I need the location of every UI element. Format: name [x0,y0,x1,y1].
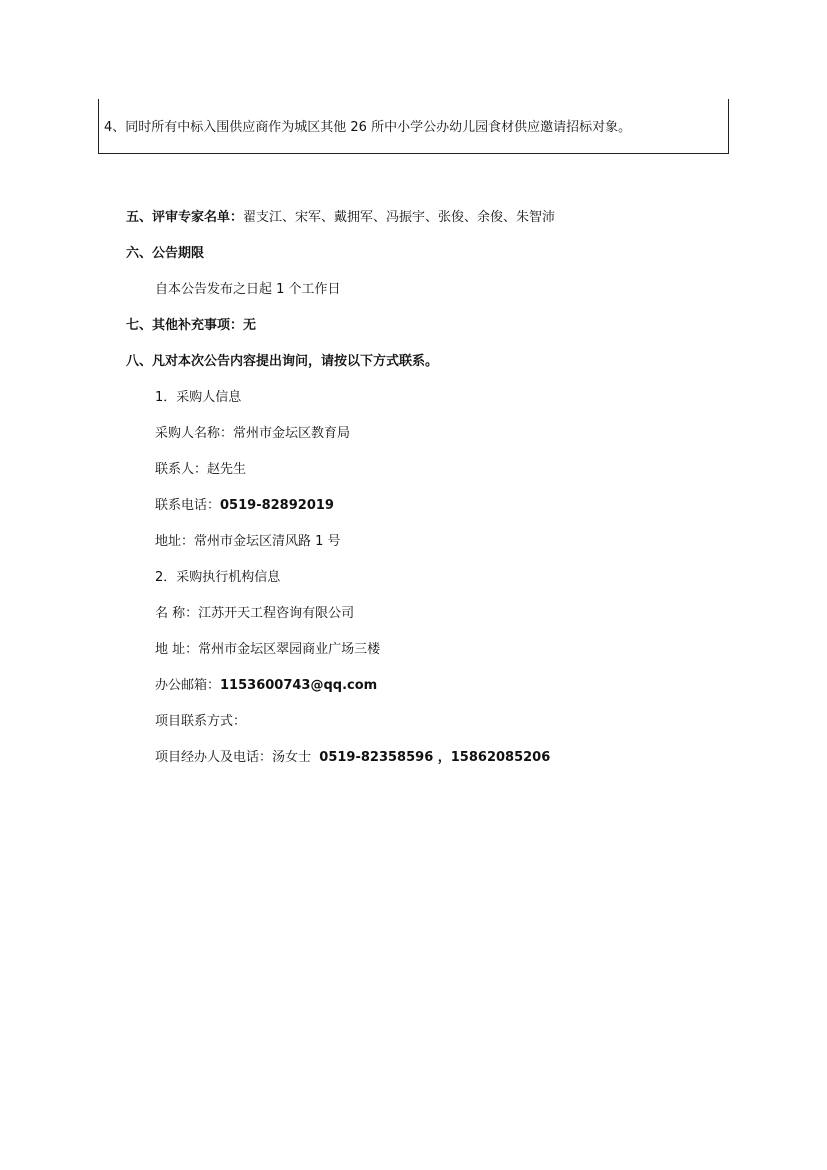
project-contact-label: 项目联系方式： [155,714,247,729]
agency-name-label: 名 称： [155,606,199,621]
email-address[interactable]: 1153600743@qq.com [220,678,378,693]
phone-number: 0519-82892019 [220,498,334,513]
contact-label: 联系人： [155,462,208,477]
purchaser-info-title: 1．采购人信息 [155,390,242,405]
contact-name: 赵先生 [207,462,247,477]
purchaser-name: 常州市金坛区教育局 [233,426,351,441]
section-7-heading: 七、其他补充事项：无 [126,318,257,333]
manager-line [155,746,550,765]
section-6-heading: 六、公告期限 [126,246,205,261]
agency-address: 常州市金坛区翠园商业广场三楼 [198,642,381,657]
section-5 [126,206,555,225]
expert-list: 翟支江、宋军、戴拥军、冯振宇、张俊、余俊、朱智沛 [243,210,556,225]
table-row-text: 4、同时所有中标入围供应商作为城区其他 26 所中小学公办幼儿园食材供应邀请招标对象。 [104,120,632,135]
purchaser-name-line [155,422,350,441]
address-label: 地址： [155,534,195,549]
manager-phones: 0519-82358596 ，15862085206 [319,750,551,765]
contact-line [155,458,246,477]
email-line [155,674,377,693]
phone-label: 联系电话： [155,498,221,513]
phone-line [155,494,334,513]
agency-name: 江苏开天工程咨询有限公司 [198,606,355,621]
agency-name-line [155,602,354,621]
section-8-heading: 八、凡对本次公告内容提出询问，请按以下方式联系。 [126,354,439,369]
address-line [155,530,341,549]
announcement-period: 自本公告发布之日起 1 个工作日 [155,282,341,297]
agency-address-label: 地 址： [155,642,199,657]
manager-label: 项目经办人及电话： [155,750,273,765]
address: 常州市金坛区清风路 1 号 [194,534,341,549]
purchaser-name-label: 采购人名称： [155,426,234,441]
email-label: 办公邮箱： [155,678,221,693]
manager-name: 汤女士 [272,750,312,765]
section-5-heading: 五、评审专家名单： [126,210,244,225]
agency-info-title: 2．采购执行机构信息 [155,570,281,585]
agency-address-line [155,638,380,657]
